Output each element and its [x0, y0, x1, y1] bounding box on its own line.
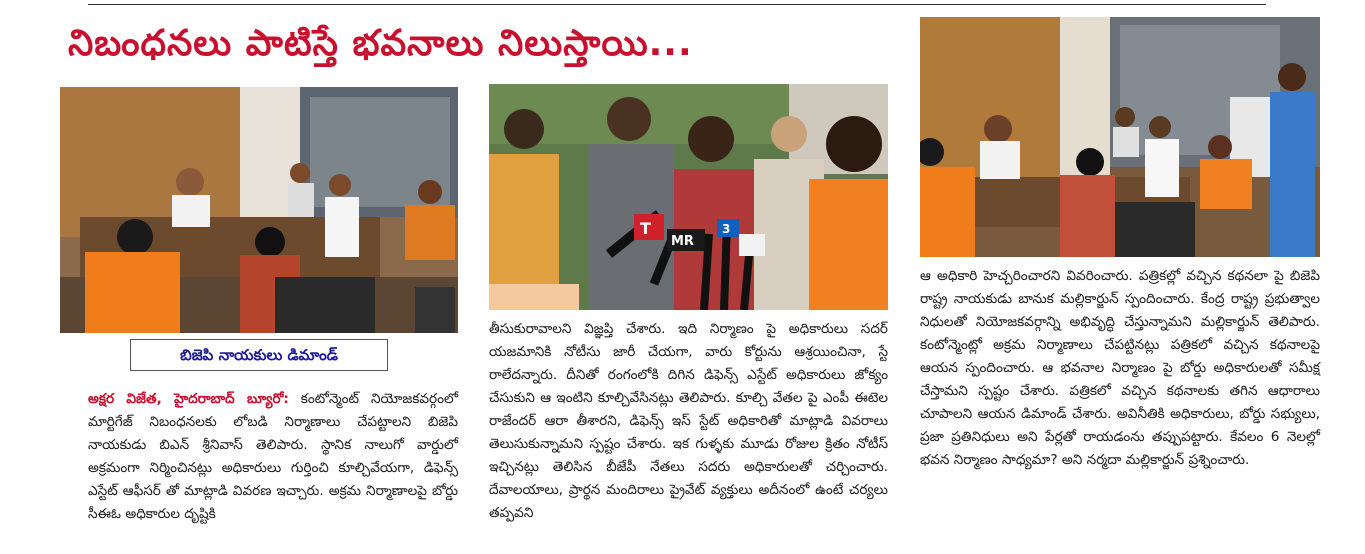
- mic-label-mr: MR: [671, 234, 694, 249]
- article-column-2: [489, 318, 888, 525]
- article-text-col3: ఆ అధికారి హెచ్చరించారని వివరించారు. పత్రికల్లో వచ్చిన కథనలా పై బిజెపి రాష్ట్ర నాయకుడు బానుక మల్లికార్జున్ స్పందించారు. కేంద్ర రాష్ట్ర ప్రభుత్వాల నిధులతో నియోజకవర్గాన్ని అభివృద్ధి చేస్తున్నామని మల్లికార్జున్ తెలిపారు. కంటోన్మెంట్లో అక్రమ నిర్మాణాలు చేపట్టినట్లు పత్రికలో వచ్చిన కథనాలపై ఆయన స్పందించారు. ఆ భవనాల నిర్మాణం పై బోర్డు అధికారులతో సమీక్ష చేస్తామని స్పష్టం చేశారు. పత్రికలో వచ్చిన కథనాలకు తగిన ఆధారాలు చూపాలని ఆయన డిమాండ్ చేశారు. అవినీతికి అధికారులు, బోర్డు సభ్యులు, ప్రజా ప్రతినిధులు అని పేర్లతో రాయడంను తప్పుపట్టారు. కేవలం 6 నెలల్లో భవన నిర్మాణం సాధ్యమా? అని నర్మదా మల్లికార్జున్ ప్రశ్నించారు.: [920, 268, 1320, 468]
- article-column-3: [920, 265, 1320, 472]
- article-text-col1: కంటోన్మెంట్ నియోజకవర్గంలో మార్టిగేజ్ నిబంధనలకు లోబడి నిర్మాణాలు చేపట్టాలని బిజెపి నాయకుడు బిఎన్ శ్రీనివాస్ తెలిపారు. స్థానిక నాలుగో వార్డులో అక్రమంగా నిర్మించినట్లు అధికారులు గుర్తించి కూల్చివేయగా, డిఫెన్స్ ఎస్టేట్ ఆఫీసర్ తో మాట్లాడి వివరణ ఇచ్చారు. అక్రమ నిర్మాణాలపై బోర్డు సీఈఓ అధికారుల దృష్టికి: [88, 391, 458, 522]
- press-media-interview-photo: [489, 84, 888, 310]
- top-rule: [88, 4, 1266, 5]
- headline: నిబంధనలు పాటిస్తే భవనాలు నిలుస్తాయి...: [68, 23, 693, 64]
- article-column-1: [88, 388, 458, 526]
- byline: అక్షర విజేత, హైదరాబాద్ బ్యూరో:: [88, 391, 289, 407]
- meeting-office-photo: [60, 87, 458, 333]
- mic-label-t: T: [640, 219, 651, 238]
- article-text-col2: తీసుకురావాలని విజ్ఞప్తి చేశారు. ఇది నిర్మాణం పై అధికారులు సదర్ యజమానికి నోటీసు జారీ చేయగా, వారు కోర్టును ఆశ్రయించినా, స్టే రాలేదన్నారు. దీనితో రంగంలోకి దిగిన డిఫెన్స్ ఎస్టేట్ అధికారులు జోక్యం చేసుకుని ఆ ఇంటిని కూల్చివేసినట్లు తెలిపారు. కూల్చి వేతల పై ఎంపీ ఈటెల రాజేందర్ ఆరా తీశారని, డిఫెన్స్ ఇస్ స్టేట్ అధికారితో మాట్లాడి వివరాలు తెలుసుకున్నామని స్పష్టం చేశారు. ఇక గుళ్ళకు మూడు రోజుల క్రితం నోటీస్ ఇచ్చినట్లు తెలిసిన బీజేపీ నేతలు సదరు అధికారులతో చర్చించారు. దేవాలయాలు, ప్రార్థన మందిరాలు ప్రైవేట్ వ్యక్తులు అదీనంలో ఉంటే చర్యలు తప్పవని: [489, 321, 888, 521]
- officer-meeting-photo: [920, 17, 1320, 257]
- mic-label-3: 3: [722, 222, 731, 236]
- photo-caption: బిజెపి నాయకులు డిమాండ్: [130, 339, 388, 371]
